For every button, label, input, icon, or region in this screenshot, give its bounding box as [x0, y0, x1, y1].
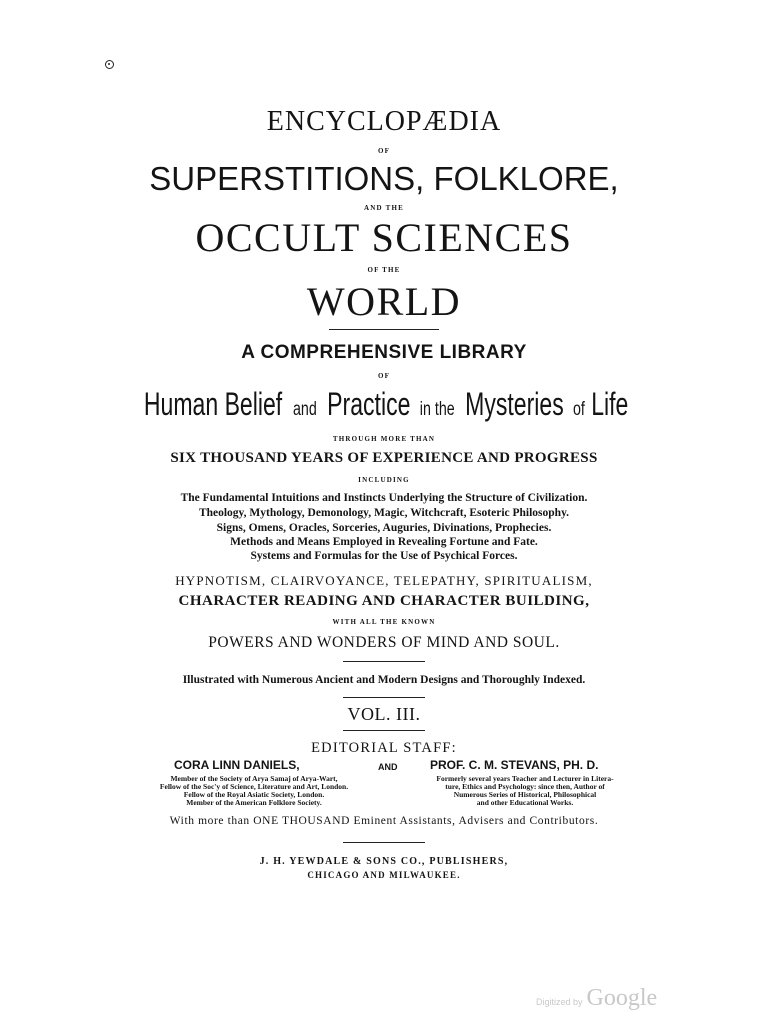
divider — [343, 661, 425, 662]
subtitle-library: A COMPREHENSIVE LIBRARY — [241, 342, 527, 363]
title-occult-sciences: OCCULT SCIENCES — [195, 215, 573, 260]
belief-part1: Human Belief — [143, 386, 283, 422]
powers-line: POWERS AND WONDERS OF MIND AND SOUL. — [208, 634, 560, 651]
connector-of: OF — [377, 147, 391, 155]
character-line: CHARACTER READING AND CHARACTER BUILDING, — [178, 593, 590, 609]
belief-part3: Mysteries — [464, 386, 564, 422]
connector-of-the: OF THE — [367, 266, 401, 274]
topic-line: Methods and Means Employed in Revealing Fortune and Fate. — [230, 536, 538, 548]
belief-of: of — [572, 399, 585, 420]
connector-including: INCLUDING — [358, 476, 410, 484]
editor-left — [114, 758, 394, 807]
editor-left-credential: Member of the American Folklore Society. — [186, 798, 322, 807]
volume-label: VOL. III. — [347, 704, 421, 724]
editor-left-name: CORA LINN DANIELS, — [174, 758, 300, 772]
editor-right-credential: and other Educational Works. — [476, 798, 574, 807]
publisher-name: J. H. YEWDALE & SONS CO., PUBLISHERS, — [259, 856, 509, 867]
divider — [329, 329, 439, 330]
subtitle-human-belief — [0, 386, 768, 428]
divider — [343, 730, 425, 731]
editor-right-name: PROF. C. M. STEVANS, PH. D. — [430, 758, 599, 772]
belief-and: and — [292, 399, 317, 420]
editor-left-credential: Fellow of the Royal Asiatic Society, London. — [183, 790, 325, 799]
illustrated-line: Illustrated with Numerous Ancient and Modern Designs and Thoroughly Indexed. — [182, 674, 586, 686]
topic-line: The Fundamental Intuitions and Instincts Underlying the Structure of Civilization. — [180, 492, 588, 504]
hypnotism-line: HYPNOTISM, CLAIRVOYANCE, TELEPATHY, SPIRITUALISM, — [175, 573, 593, 588]
title-world: WORLD — [306, 279, 462, 324]
circle-mark-icon — [105, 60, 114, 69]
editor-right-credential: Formerly several years Teacher and Lecturer in Litera- — [436, 774, 614, 783]
editor-right-credential: Numerous Series of Historical, Philosophical — [453, 790, 597, 799]
connector-known: WITH ALL THE KNOWN — [332, 618, 436, 626]
editor-left-credential: Member of the Society of Arya Samaj of Arya-Wart, — [170, 774, 338, 783]
connector-and-the: AND THE — [364, 204, 404, 212]
digitized-label: Digitized by — [536, 997, 583, 1007]
title-superstitions: SUPERSTITIONS, FOLKLORE, — [149, 160, 619, 197]
topic-line: Systems and Formulas for the Use of Psychical Forces. — [250, 550, 518, 562]
publisher-city: CHICAGO AND MILWAUKEE. — [307, 870, 461, 880]
google-watermark — [536, 985, 696, 1012]
subtitle-years: SIX THOUSAND YEARS OF EXPERIENCE AND PROGRESS — [170, 450, 598, 466]
belief-part4: Life — [590, 386, 628, 422]
belief-in-the: in the — [420, 399, 455, 420]
connector-of-2: OF — [377, 372, 391, 380]
topic-line: Signs, Omens, Oracles, Sorceries, Auguries, Divinations, Prophecies. — [216, 522, 552, 534]
divider — [343, 842, 425, 843]
title-encyclopaedia: ENCYCLOPÆDIA — [266, 106, 502, 137]
editor-right — [400, 758, 650, 807]
editor-left-credential: Fellow of the Soc'y of Science, Literature and Art, London. — [159, 782, 349, 791]
google-logo: Google — [586, 985, 658, 1011]
editor-and: AND — [378, 762, 398, 772]
divider — [343, 697, 425, 698]
connector-through: THROUGH MORE THAN — [332, 435, 436, 443]
contributors-line: With more than ONE THOUSAND Eminent Assistants, Advisers and Contributors. — [169, 815, 599, 827]
editorial-heading: EDITORIAL STAFF: — [311, 740, 457, 756]
belief-part2: Practice — [326, 386, 411, 422]
editor-right-credential: ture, Ethics and Psychology: since then, Author of — [445, 782, 605, 791]
topic-line: Theology, Mythology, Demonology, Magic, Witchcraft, Esoteric Philosophy. — [198, 507, 570, 519]
